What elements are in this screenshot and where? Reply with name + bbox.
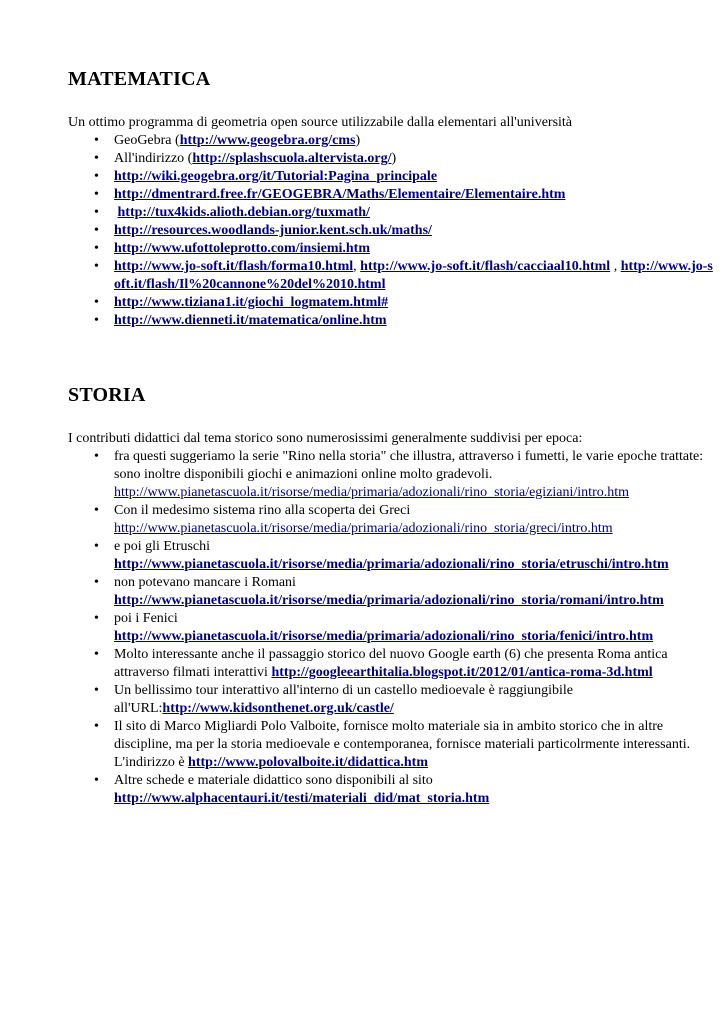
item-link[interactable]: http://dmentrard.free.fr/GEOGEBRA/Maths/Elementaire/Elementaire.htm bbox=[114, 187, 566, 202]
item-link[interactable]: http://www.pianetascuola.it/risorse/media/primaria/adozionali/rino_storia/etruschi/intro.htm bbox=[114, 557, 669, 572]
item-separator: , bbox=[610, 259, 621, 274]
list-item bbox=[114, 574, 714, 610]
list-item bbox=[114, 448, 714, 502]
item-link[interactable]: http://www.jo-soft.it/flash/cacciaal10.html bbox=[360, 259, 611, 274]
list-item bbox=[114, 646, 714, 682]
list-item bbox=[114, 502, 714, 538]
item-text: fra questi suggeriamo la serie "Rino nella storia" che illustra, attraverso i fumetti, le varie epoche trattate: sono inoltre disponibili giochi e animazioni online molto gradevoli. bbox=[114, 449, 704, 482]
item-text: non potevano mancare i Romani bbox=[114, 575, 296, 590]
item-link[interactable]: http://www.pianetascuola.it/risorse/media/primaria/adozionali/rino_storia/romani/intro.htm bbox=[114, 593, 664, 608]
list-item bbox=[114, 150, 714, 168]
item-link[interactable]: http://www.ufottoleprotto.com/insiemi.htm bbox=[114, 241, 370, 256]
list-item bbox=[114, 186, 714, 204]
list-item bbox=[114, 682, 714, 718]
list-item bbox=[114, 258, 714, 294]
section-title-storia: STORIA bbox=[68, 384, 146, 406]
list-item bbox=[114, 222, 714, 240]
item-text: Con il medesimo sistema rino alla scoperta dei Greci bbox=[114, 503, 411, 518]
list-item bbox=[114, 718, 714, 772]
link-list-storia bbox=[68, 448, 714, 808]
list-item bbox=[114, 772, 714, 808]
item-link[interactable]: http://www.jo-soft.it/flash/Il%20cannone%20del%2010.html bbox=[114, 259, 713, 292]
list-item bbox=[114, 610, 714, 646]
item-link[interactable]: http://www.pianetascuola.it/risorse/media/primaria/adozionali/rino_storia/fenici/intro.htm bbox=[114, 629, 654, 644]
item-link[interactable]: http://www.pianetascuola.it/risorse/media/primaria/adozionali/rino_storia/egiziani/intro.htm bbox=[114, 485, 630, 500]
list-item bbox=[114, 204, 714, 222]
item-link[interactable]: http://www.dienneti.it/matematica/online.htm bbox=[114, 313, 387, 328]
item-link[interactable]: http://www.geogebra.org/cms bbox=[179, 133, 356, 148]
list-item bbox=[114, 538, 714, 574]
item-link[interactable]: http://www.jo-soft.it/flash/forma10.html bbox=[114, 259, 354, 274]
item-text: ) bbox=[391, 151, 397, 166]
item-separator: , bbox=[353, 259, 361, 274]
list-item bbox=[114, 294, 714, 312]
item-link[interactable]: http://www.pianetascuola.it/risorse/media/primaria/adozionali/rino_storia/greci/intro.htm bbox=[114, 521, 613, 536]
list-item bbox=[114, 168, 714, 186]
item-link[interactable]: http://www.kidsonthenet.org.uk/castle/ bbox=[162, 701, 394, 716]
item-link[interactable]: http://wiki.geogebra.org/it/Tutorial:Pagina_principale bbox=[114, 169, 438, 184]
section-intro-matematica: Un ottimo programma di geometria open source utilizzabile dalla elementari all'università bbox=[68, 115, 573, 130]
item-text: All'indirizzo ( bbox=[114, 151, 193, 166]
item-text: Molto interessante anche il passaggio storico del nuovo Google earth (6) che presenta Roma antica attraverso filmati interattivi bbox=[114, 647, 668, 680]
item-link[interactable]: http://resources.woodlands-junior.kent.sch.uk/maths/ bbox=[114, 223, 432, 238]
item-text: GeoGebra ( bbox=[114, 133, 180, 148]
item-link[interactable]: http://www.polovalboite.it/didattica.htm bbox=[188, 755, 429, 770]
item-link[interactable]: http://www.alphacentauri.it/testi/materiali_did/mat_storia.htm bbox=[114, 791, 490, 806]
item-text: Il sito di Marco Migliardi Polo Valboite, fornisce molto materiale sia in ambito storico che in altre discipline, ma per la storia medioevale e contemporanea, fornisce materiali particolrmente interessanti. L'indirizzo è bbox=[114, 719, 691, 770]
item-text: ) bbox=[355, 133, 361, 148]
section-title-matematica: MATEMATICA bbox=[68, 68, 211, 90]
item-link[interactable]: http://googleearthitalia.blogspot.it/2012/01/antica-roma-3d.html bbox=[271, 665, 653, 680]
item-text: Altre schede e materiale didattico sono disponibili al sito bbox=[114, 773, 433, 788]
item-text: e poi gli Etruschi bbox=[114, 539, 211, 554]
item-text: Un bellissimo tour interattivo all'interno di un castello medioevale è raggiungibile all'URL: bbox=[114, 683, 573, 716]
list-item bbox=[114, 132, 714, 150]
list-item bbox=[114, 240, 714, 258]
list-item bbox=[114, 312, 714, 330]
item-link[interactable]: http://www.tiziana1.it/giochi_logmatem.html# bbox=[114, 295, 389, 310]
link-list-matematica bbox=[68, 132, 714, 330]
section-intro-storia: I contributi didattici dal tema storico sono numerosissimi generalmente suddivisi per epoca: bbox=[68, 431, 583, 446]
item-link[interactable]: http://splashscuola.altervista.org/ bbox=[192, 151, 392, 166]
item-link[interactable]: http://tux4kids.alioth.debian.org/tuxmath/ bbox=[117, 205, 370, 220]
item-text: poi i Fenici bbox=[114, 611, 178, 626]
